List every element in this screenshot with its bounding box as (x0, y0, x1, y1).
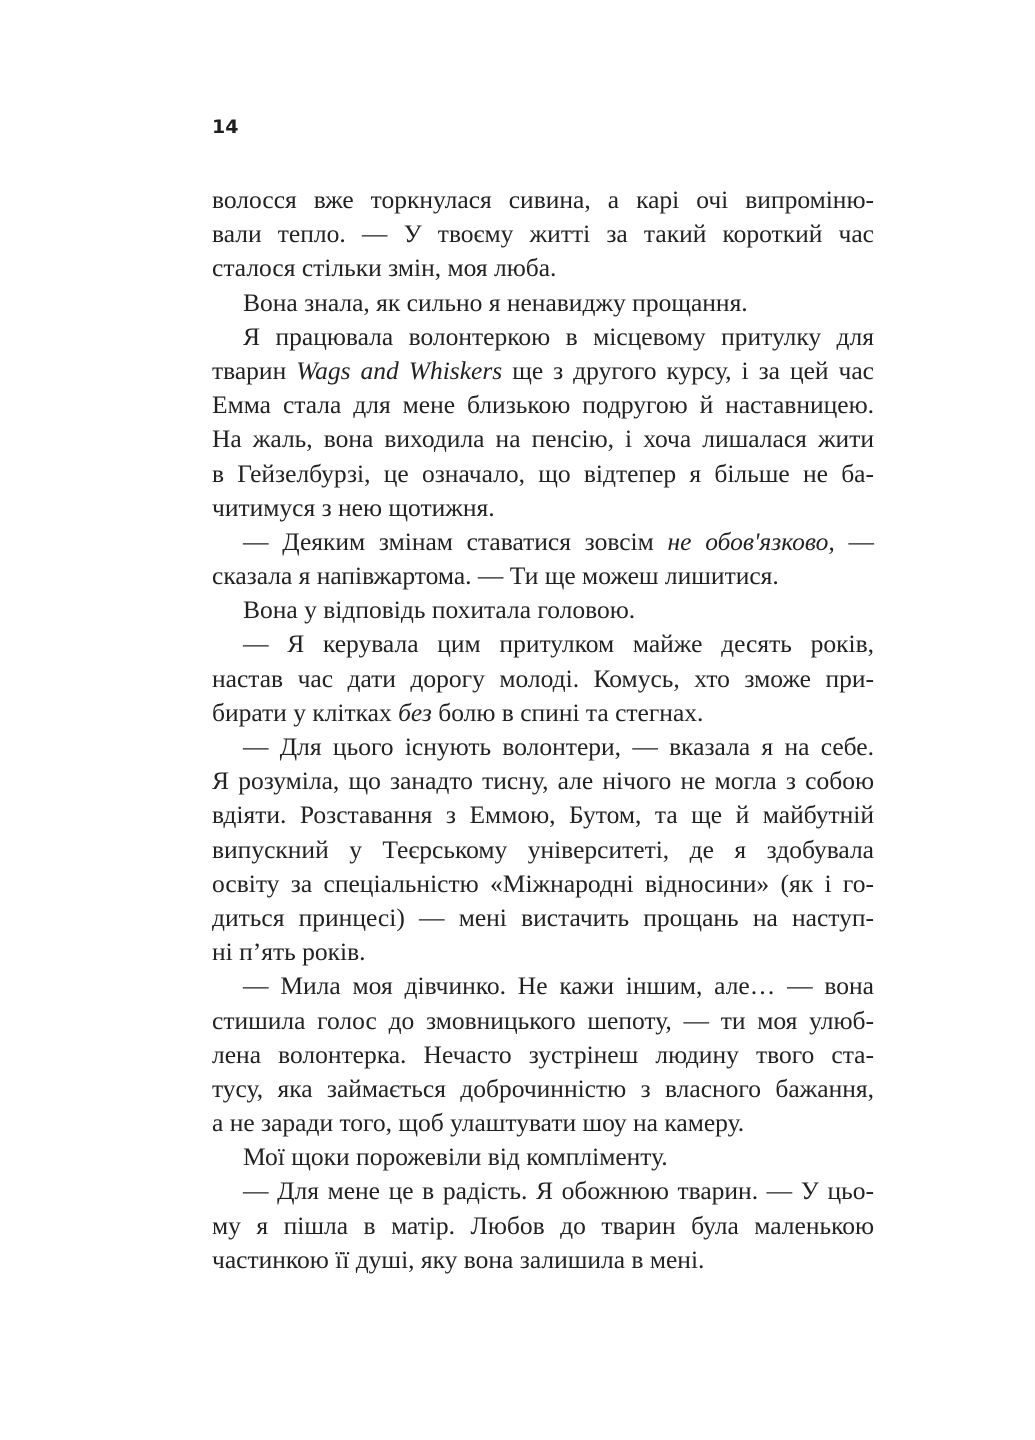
text-line (212, 525, 874, 559)
text-line: — Для мене це в радість. Я обожнюю тварин. — У цьо- (243, 1176, 874, 1206)
italic-text: Wags and Whiskers (296, 355, 503, 385)
text-line: Мої щоки порожевіли від компліменту. (243, 1142, 668, 1172)
text-line: випускний у Теєрському університеті, де я здобувала (212, 834, 874, 864)
italic-text: не обов'язково, (667, 526, 835, 556)
text-line: На жаль, вона виходила на пенсію, і хоча лишалася жити (212, 424, 874, 454)
text-segment: — Деяким змінам ставатися зовсім (243, 526, 668, 556)
text-line: Я розуміла, що занадто тисну, але нічого не могла з собою (212, 766, 874, 796)
text-line: Я працювала волонтеркою в місцевому притулку для (243, 321, 874, 351)
text-line: — Для цього існують волонтери, — вказала я на себе. (243, 732, 874, 761)
text-line: ні п’ять років. (212, 937, 366, 967)
text-line: в Гейзелбурзі, це означало, що відтепер я більше не ба- (212, 458, 874, 488)
text-line: настав час дати дорогу молоді. Комусь, хто зможе при- (212, 663, 874, 693)
text-line: а не заради того, щоб улаштувати шоу на камеру. (212, 1108, 745, 1138)
text-segment: болю в спині та стегнах. (431, 697, 704, 727)
text-line (212, 696, 874, 730)
text-line: стишила голос до змовницького шепоту, — ти моя улюб- (212, 1005, 874, 1035)
text-segment: — (834, 526, 874, 556)
page-number: 14 (212, 116, 239, 138)
text-line: Вона знала, як сильно я ненавиджу прощання. (243, 287, 748, 317)
text-line: диться принцесі) — мені вистачить прощань на наступ- (212, 902, 874, 932)
text-line (212, 354, 874, 388)
text-line: частинкою її душі, яку вона залишила в мені. (212, 1244, 705, 1274)
text-segment: бирати у клітках (212, 697, 399, 727)
text-line: — Я керувала цим притулком майже десять років, (243, 629, 874, 659)
text-line: сказала я напівжартома. — Ти ще можеш лишитися. (212, 561, 779, 591)
body-text (212, 183, 874, 1277)
text-line: Емма стала для мене близькою подругою й наставницею. (212, 390, 874, 420)
text-line: — Мила моя дівчинко. Не кажи іншим, але… — вона (243, 971, 874, 1001)
text-line: вдіяти. Розставання з Еммою, Бутом, та ще й майбутній (212, 800, 874, 830)
text-line: волосся вже торкнулася сивина, а карі очі випроміню- (212, 185, 874, 214)
text-line: сталося стільки змін, моя люба. (212, 253, 557, 283)
text-line: лена волонтерка. Нечасто зустрінеш людину твого ста- (212, 1039, 874, 1069)
text-line: тусу, яка займається доброчинністю з власного бажання, (212, 1073, 874, 1103)
text-line: му я пішла в матір. Любов до тварин була маленькою (212, 1210, 874, 1240)
text-line: Вона у відповідь похитала головою. (243, 595, 636, 625)
text-segment: тварин (212, 355, 297, 385)
text-line: читимуся з нею щотижня. (212, 492, 495, 522)
text-line: вали тепло. — У твоєму житті за такий короткий час (212, 219, 874, 249)
text-segment: ще з другого курсу, і за цей час (502, 355, 874, 385)
italic-text: без (398, 697, 432, 727)
text-line: освіту за спеціальністю «Міжнародні відносини» (як і го- (212, 868, 874, 898)
